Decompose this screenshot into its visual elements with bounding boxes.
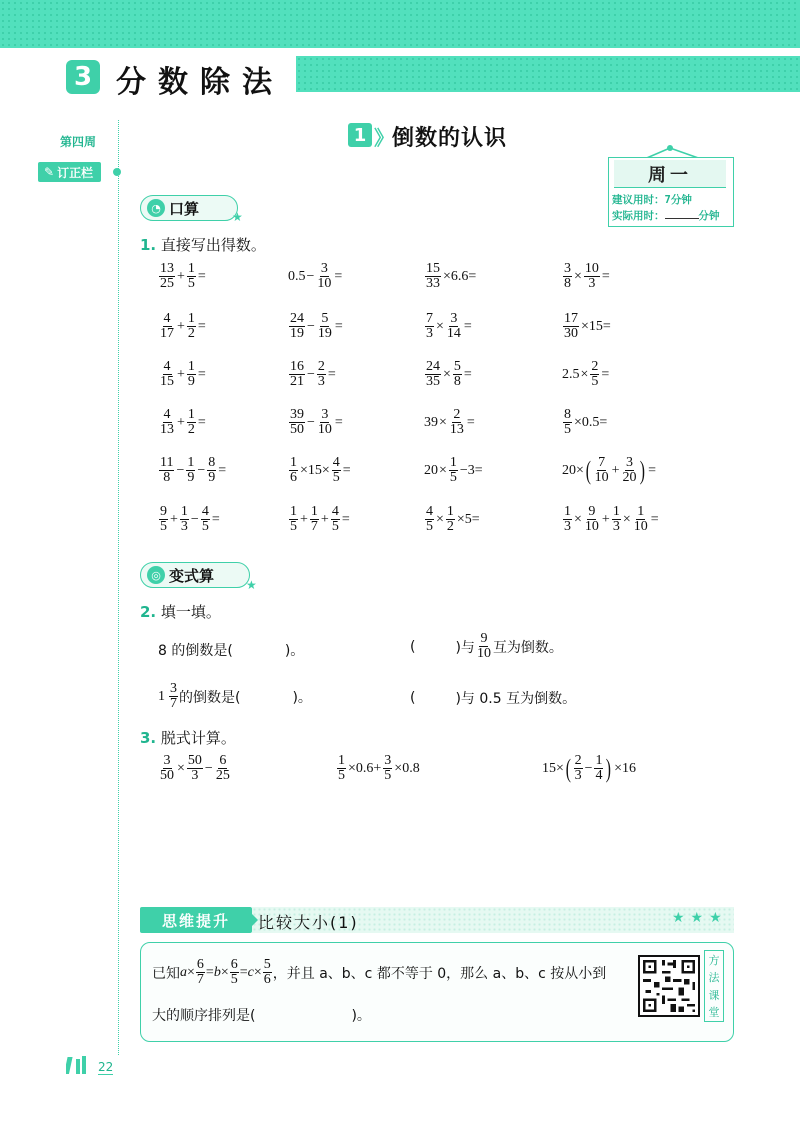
thinking-text-part2: ，并且 a、b、c 都不等于 0，那么 a、b、c 按从小到	[272, 965, 607, 982]
question-2-number: 2.	[140, 603, 157, 621]
oral-item: 20× ( $\frac{7}{10}$ + $\frac{3}{20}$ ) =	[562, 455, 657, 485]
oral-item: $\frac{16}{21}$ − $\frac{2}{3}$ =	[290, 359, 336, 389]
fill-1-prefix: 8 的倒数是(	[158, 643, 233, 659]
oral-item: $\frac{13}{25}$ + $\frac{1}{5}$ =	[160, 261, 206, 291]
suggested-time: 建议用时：7分钟	[612, 194, 692, 206]
oral-item: $\frac{1}{6}$ ×15× $\frac{4}{5}$ =	[290, 455, 351, 485]
fill-1-suffix: )。	[284, 643, 305, 659]
oral-item: $\frac{4}{15}$ + $\frac{1}{9}$ =	[160, 359, 206, 389]
thinking-subtitle: 比较大小(1)	[258, 913, 359, 932]
section-variant-calc	[140, 562, 250, 588]
section-variant-title: 变式算	[169, 566, 215, 585]
question-2	[140, 601, 221, 622]
oral-item: $\frac{15}{33}$ ×6.6=	[426, 261, 477, 291]
unit-title: 分数除法	[116, 65, 284, 100]
method-char: 方	[708, 953, 720, 967]
method-char: 堂	[708, 1006, 720, 1020]
oral-item: $\frac{4}{13}$ + $\frac{1}{2}$ =	[160, 407, 206, 437]
oral-item: 0.5 − $\frac{3}{10}$ =	[288, 261, 343, 291]
chevron-icon: 》	[374, 126, 394, 150]
books-icon	[66, 1055, 94, 1075]
oral-item: $\frac{39}{50}$ − $\frac{3}{10}$ =	[290, 407, 343, 437]
qr-code-icon[interactable]	[638, 955, 700, 1017]
fill-item-2: ( )与 $\frac{9}{10}$ 互为倒数。	[410, 631, 563, 661]
oral-item: $\frac{9}{5}$ + $\frac{1}{3}$ − $\frac{4}{5}$ =	[160, 504, 220, 534]
fill-4-suffix: )与 0.5 互为倒数。	[455, 691, 577, 707]
thinking-line2-prefix: 大的顺序排列是(	[152, 1008, 256, 1024]
oral-item: $\frac{3}{8}$ × $\frac{10}{3}$ =	[564, 261, 610, 291]
oral-item: 20 × $\frac{1}{5}$ −3=	[424, 455, 483, 485]
question-2-text: 填一填。	[160, 603, 221, 621]
fill-2-mid: )与	[455, 639, 475, 656]
star-icon: ★	[232, 210, 243, 224]
thinking-line2-suffix: )。	[351, 1008, 371, 1024]
lesson-number-badge: 1	[348, 123, 372, 147]
difficulty-stars-icon: ★★★	[672, 910, 728, 926]
thinking-text-line1: 已知 a × $\frac{6}{7}$ = b × $\frac{6}{5}$ = c × $\frac{5}{6}$ ，并且 a、b、c 都不等于 0，那么 a、b、c 按从小到	[152, 957, 607, 987]
method-char: 法	[708, 971, 720, 985]
question-3-number: 3.	[140, 729, 157, 747]
oral-item: $\frac{11}{8}$ − $\frac{1}{9}$ − $\frac{8}{9}$ =	[160, 455, 227, 485]
oral-item: 39 × $\frac{2}{13}$ =	[424, 407, 475, 437]
lesson-title: 倒数的认识	[392, 126, 508, 151]
stopwatch-icon: ◔	[147, 199, 165, 217]
thinking-text-line2	[152, 1005, 371, 1025]
oral-item: $\frac{4}{17}$ + $\frac{1}{2}$ =	[160, 311, 206, 341]
actual-time-prefix: 实际用时：	[612, 210, 665, 222]
fill-item-1	[158, 640, 304, 660]
thinking-text-part1: 已知	[152, 965, 180, 982]
header-stripe	[296, 56, 800, 92]
calc-item-3: 15× ( $\frac{2}{3}$ − $\frac{1}{4}$ ) ×16	[542, 753, 637, 783]
oral-item: $\frac{17}{30}$ ×15=	[564, 311, 611, 341]
actual-time	[612, 208, 720, 224]
star-icon: ★	[246, 578, 257, 592]
actual-time-suffix: 分钟	[698, 210, 720, 222]
oral-item: $\frac{7}{3}$ × $\frac{3}{14}$ =	[426, 311, 472, 341]
pencil-icon: ✎	[44, 165, 55, 179]
oral-item: $\frac{24}{19}$ − $\frac{5}{19}$ =	[290, 311, 343, 341]
correction-label: 订正栏	[57, 165, 94, 180]
actual-time-blank[interactable]	[665, 218, 699, 219]
fill-item-3: 1 $\frac{3}{7}$ 的倒数是( )。	[158, 681, 312, 711]
header-band	[0, 0, 800, 48]
question-1	[140, 234, 266, 255]
oral-item: $\frac{1}{5}$ + $\frac{1}{7}$ + $\frac{4}{5}$ =	[290, 504, 350, 534]
fill-3-suffix: )。	[292, 689, 312, 706]
fill-4-prefix: (	[410, 690, 416, 706]
oral-item: $\frac{24}{35}$ × $\frac{5}{8}$ =	[426, 359, 472, 389]
target-icon: ◎	[147, 566, 165, 584]
calc-item-2: $\frac{1}{5}$ ×0.6+ $\frac{3}{5}$ ×0.8	[338, 753, 420, 783]
day-title: 周一	[614, 160, 726, 188]
fill-item-4	[410, 688, 576, 708]
page-number: 22	[98, 1060, 114, 1074]
fill-3-whole: 1	[158, 688, 165, 704]
fill-3-mid: 的倒数是(	[179, 689, 241, 706]
oral-item: $\frac{4}{5}$ × $\frac{1}{2}$ ×5=	[426, 504, 480, 534]
section-oral-calc	[140, 195, 238, 221]
question-3	[140, 727, 236, 748]
question-1-number: 1.	[140, 236, 157, 254]
section-oral-title: 口算	[169, 199, 200, 218]
method-char: 课	[708, 988, 720, 1002]
correction-dot	[113, 168, 121, 176]
week-label: 第四周	[60, 135, 97, 149]
margin-divider	[118, 120, 119, 1055]
thinking-title: 思维提升	[140, 907, 252, 933]
oral-item: $\frac{1}{3}$ × $\frac{9}{10}$ + $\frac{1}{3}$ × $\frac{1}{10}$ =	[564, 504, 659, 534]
method-class-label	[704, 950, 724, 1022]
oral-item: 2.5 × $\frac{2}{5}$ =	[562, 359, 610, 389]
fill-2-suffix: 互为倒数。	[492, 639, 563, 656]
correction-tag	[38, 162, 101, 182]
question-3-text: 脱式计算。	[160, 729, 236, 747]
oral-item: $\frac{8}{5}$ ×0.5=	[564, 407, 608, 437]
question-1-text: 直接写出得数。	[160, 236, 266, 254]
time-info	[612, 192, 720, 224]
unit-number-badge: 3	[66, 60, 100, 94]
calc-item-1: $\frac{3}{50}$ × $\frac{50}{3}$ − $\frac{6}{25}$	[160, 753, 230, 783]
fill-2-prefix: (	[410, 638, 416, 655]
